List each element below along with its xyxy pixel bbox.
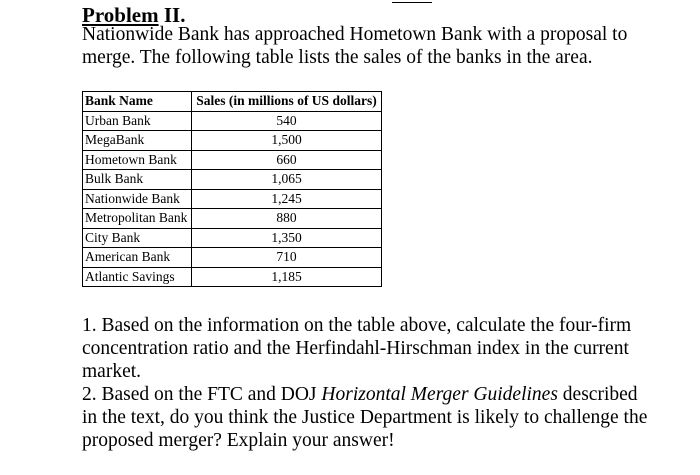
table-row: [83, 189, 382, 209]
problem-intro-text: Nationwide Bank has approached Hometown Bank with a proposal to merge. The following table lists the sales of the banks in the area.: [82, 24, 628, 68]
table-row: [83, 267, 382, 287]
bank-name-cell: Hometown Bank: [83, 150, 192, 170]
table-row: [83, 209, 382, 229]
question-2-intro: 2. Based on the FTC and DOJ: [82, 384, 322, 405]
bank-name-cell: Metropolitan Bank: [83, 209, 192, 229]
table-row: [83, 228, 382, 248]
table-row: [83, 170, 382, 190]
sales-value-cell: 660: [192, 150, 382, 170]
sales-value-cell: 1,065: [192, 170, 382, 190]
problem-heading-underlined: Problem: [82, 3, 159, 27]
sales-value-cell: 1,245: [192, 189, 382, 209]
bank-name-cell: American Bank: [83, 248, 192, 268]
sales-value-cell: 710: [192, 248, 382, 268]
bank-name-cell: Urban Bank: [83, 111, 192, 131]
sales-value-cell: 1,185: [192, 267, 382, 287]
table-row: [83, 248, 382, 268]
cropped-glyph-fragment: [392, 0, 432, 3]
bank-sales-table: [82, 91, 382, 287]
table-row: [83, 131, 382, 151]
bank-name-cell: Atlantic Savings: [83, 267, 192, 287]
column-header-bank-name: Bank Name: [83, 92, 192, 112]
guidelines-title: Horizontal Merger Guidelines: [321, 384, 558, 405]
question-2: [82, 383, 657, 452]
question-2-rest: described in the text, do you think the Justice Department is likely to challenge the proposed merger? Explain your answer!: [82, 384, 648, 451]
sales-value-cell: 880: [192, 209, 382, 229]
sales-value-cell: 1,350: [192, 228, 382, 248]
bank-name-cell: City Bank: [83, 228, 192, 248]
sales-value-cell: 1,500: [192, 131, 382, 151]
sales-value-cell: 540: [192, 111, 382, 131]
bank-name-cell: Nationwide Bank: [83, 189, 192, 209]
problem-heading-number: II.: [158, 3, 186, 27]
column-header-sales: Sales (in millions of US dollars): [192, 92, 382, 112]
question-1: 1. Based on the information on the table above, calculate the four-firm concentration ratio and the Herfindahl-Hirschman index in the current market.: [82, 315, 632, 382]
bank-name-cell: Bulk Bank: [83, 170, 192, 190]
table-header-row: [83, 92, 382, 112]
questions-block: [82, 314, 657, 452]
bank-name-cell: MegaBank: [83, 131, 192, 151]
table-row: [83, 111, 382, 131]
table-row: [83, 150, 382, 170]
